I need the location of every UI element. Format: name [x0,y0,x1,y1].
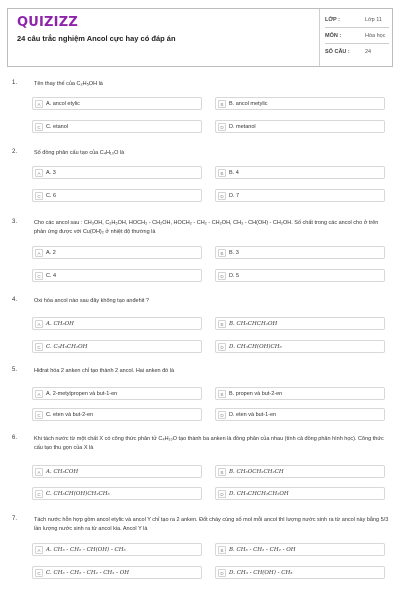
option-a[interactable] [32,317,202,330]
worksheet-title: 24 câu trắc nghiệm Ancol cực hay có đáp án [17,34,176,43]
option-letter: B [218,390,226,398]
option-letter: D [218,272,226,280]
option-d[interactable] [215,189,385,202]
option-c[interactable] [32,189,202,202]
option-c[interactable] [32,120,202,133]
question-text: Oxi hóa ancol nào sau đây không tạo anđehit ? [34,298,149,304]
option-letter: C [35,192,43,200]
count-value: 24 [365,49,372,55]
option-b[interactable] [215,465,385,478]
option-letter: C [35,411,43,419]
option-b[interactable] [215,543,385,556]
option-c[interactable] [32,566,202,579]
option-text: D. 5 [229,273,240,279]
option-letter: B [218,546,226,554]
option-letter: A [35,546,43,554]
subject-value: Hóa học [365,33,386,39]
option-d[interactable] [215,340,385,353]
option-text: A. 2-metylpropen và but-1-en [46,391,118,397]
option-text: C. 6 [46,193,57,199]
option-letter: D [218,569,226,577]
option-text: B. CH₃OCH₂CH₂CH [229,469,284,475]
question-number: 6. [12,435,18,441]
option-text: C. 4 [46,273,57,279]
option-letter: C [35,343,43,351]
option-letter: A [35,468,43,476]
option-b[interactable] [215,166,385,179]
option-letter: C [35,569,43,577]
option-text: C. etanol [46,124,69,130]
count-label: SỐ CÂU : [325,49,350,55]
option-text: B. 3 [229,250,239,256]
question-text: Khi tách nước từ một chất X có công thức phân tử C₄H₁₀O tạo thành ba anken là đồng phân của nhau (tính cả đồng phân hình học). Công thức cấu tạo thu gọn của X là [34,436,384,451]
option-letter: D [218,490,226,498]
option-text: A. CH₃COH [46,469,79,475]
option-text: A. CH₃ - CH₂ - CH(OH) - CH₃ [46,547,126,553]
question-text: Cho các ancol sau : CH₃OH, C₂H₅OH, HOCH₂ - CH₂OH, HOCH₂ - CH₂ - CH₂OH, CH₃ - CH(OH) - CH₂OH. Số chất trong các ancol cho ở trên phản ứng được với Cu(OH)₂ ở nhiệt độ thường là [34,220,379,235]
option-d[interactable] [215,269,385,282]
option-letter: D [218,411,226,419]
option-d[interactable] [215,487,385,500]
option-letter: C [35,490,43,498]
option-text: B. 4 [229,170,239,176]
question-text: Số đồng phân cấu tạo của C₄H₁₀O là [34,150,125,156]
option-text: A. CH₃OH [46,321,74,327]
option-letter: A [35,100,43,108]
meta-divider [325,43,389,44]
question-number: 3. [12,219,18,225]
option-a[interactable] [32,97,202,110]
option-a[interactable] [32,543,202,556]
option-text: D. CH₃CH(OH)CH₃ [229,344,282,350]
option-c[interactable] [32,408,202,421]
option-letter: D [218,343,226,351]
option-letter: D [218,192,226,200]
option-b[interactable] [215,317,385,330]
option-text: D. CH₃ - CH(OH) - CH₃ [229,570,293,576]
option-letter: D [218,123,226,131]
class-label: LỚP : [325,17,340,23]
option-text: C. eten và but-2-en [46,412,94,418]
question-number: 7. [12,516,18,522]
option-text: D. metanol [229,124,256,130]
option-text: C. C₆H₅CH₂OH [46,344,88,350]
option-b[interactable] [215,246,385,259]
option-text: C. CH₃CH(OH)CH₂CH₃ [46,491,110,497]
option-a[interactable] [32,387,202,400]
option-text: D. 7 [229,193,240,199]
option-text: D. eten và but-1-en [229,412,277,418]
class-value: Lớp 11 [365,17,382,23]
option-a[interactable] [32,465,202,478]
option-text: B. CH₃ - CH₂ - CH₂ - OH [229,547,296,553]
option-c[interactable] [32,269,202,282]
option-letter: A [35,390,43,398]
option-text: A. 3 [46,170,56,176]
option-letter: A [35,249,43,257]
option-text: B. propen và but-2-en [229,391,283,397]
option-letter: C [35,123,43,131]
option-letter: C [35,272,43,280]
worksheet-header [7,8,393,67]
option-a[interactable] [32,166,202,179]
option-letter: A [35,320,43,328]
question-text: Tách nước hỗn hợp gồm ancol etylic và ancol Y chỉ tạo ra 2 anken. Đốt cháy cùng số mol mỗi ancol thì lượng nước sinh ra từ ancol này bằng 5/3 lần lượng nước sinh ra từ ancol kia. Ancol Y là [34,517,389,532]
question-number: 1. [12,80,18,86]
option-text: B. ancol metylic [229,101,268,107]
option-letter: B [218,468,226,476]
option-letter: B [218,100,226,108]
option-b[interactable] [215,387,385,400]
option-d[interactable] [215,566,385,579]
option-c[interactable] [32,487,202,500]
option-d[interactable] [215,120,385,133]
header-divider [319,9,320,66]
question-number: 2. [12,149,18,155]
option-letter: B [218,249,226,257]
option-d[interactable] [215,408,385,421]
question-number: 5. [12,367,18,373]
option-letter: B [218,169,226,177]
question-number: 4. [12,297,18,303]
option-text: A. 2 [46,250,56,256]
quizizz-logo: QUIZIZZ [17,15,78,30]
option-text: B. CH₃CHCH₂OH [229,321,278,327]
option-text: D. CH₃CHCH₂CH₂OH [229,491,289,497]
option-text: A. ancol etylic [46,101,80,107]
option-c[interactable] [32,340,202,353]
question-text: Tên thay thế của C₂H₅OH là [34,81,103,87]
option-b[interactable] [215,97,385,110]
option-letter: A [35,169,43,177]
option-letter: B [218,320,226,328]
subject-label: MÔN : [325,33,342,39]
option-a[interactable] [32,246,202,259]
option-text: C. CH₃ - CH₂ - CH₂ - CH₂ - OH [46,570,130,576]
question-text: Hiđrat hóa 2 anken chỉ tạo thành 2 ancol. Hai anken đó là [34,368,175,374]
meta-divider [325,27,389,28]
